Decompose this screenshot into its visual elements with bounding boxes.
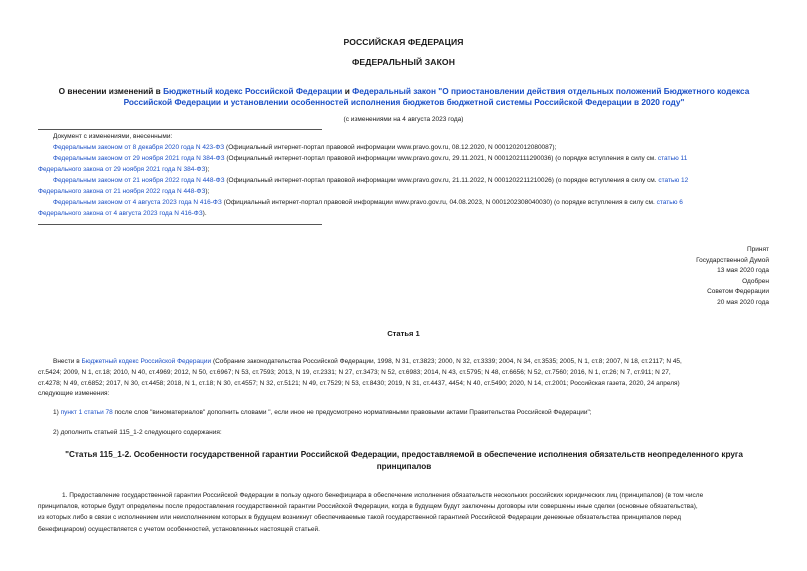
amendment-link[interactable]: Федеральным законом от 21 ноября 2022 года N 448-ФЗ <box>53 177 225 184</box>
title-prefix: О внесении изменений в <box>58 86 164 96</box>
adopted-by: Государственной Думой <box>696 256 769 264</box>
adopted-date: 13 мая 2020 года <box>717 267 769 274</box>
adopted-label: Принят <box>746 246 769 253</box>
approved-label: Одобрен <box>742 277 769 285</box>
amendment-law-link[interactable]: Федерального закона от 29 ноября 2021 года N 384-ФЗ <box>38 166 206 173</box>
paragraph-line: бенефициаром) осуществляется с учетом особенностей, установленных настоящей статьей. <box>38 525 320 533</box>
amendment-item <box>53 198 773 209</box>
article-115-1-2-title: "Статья 115_1-2. Особенности государственной гарантии Российской Федерации, предоставляемой в обеспечение исполнения обязательств неопределенного круга принципалов <box>65 450 743 471</box>
article-1-intro <box>38 357 771 400</box>
article-1-item-1 <box>53 408 592 419</box>
amendment-law-link[interactable]: Федерального закона от 21 ноября 2022 года N 448-ФЗ <box>38 188 206 195</box>
intro-prefix: Внести в <box>53 358 82 365</box>
adoption-block <box>569 245 769 308</box>
title-link-federal-law[interactable]: Федеральный закон "О приостановлении действия отдельных положений Бюджетного кодекса Российской Федерации и установлении особенностей исполнения бюджетов бюджетной системы Российской Федерации в 2020 году" <box>123 86 750 108</box>
amendments-heading: Документ с изменениями, внесенными: <box>53 133 173 140</box>
item-1-link[interactable]: пункт 1 статьи 78 <box>60 409 113 416</box>
intro-line: ст.5424; 2009, N 1, ст.18; 2010, N 40, ст.4969; 2012, N 50, ст.6967; N 53, ст.7593; 2013, N 19, ст.2331; N 27, ст.3473; N 52, ст.6983; 2014, N 43, ст.5795; N 48, ст.6656; N 52, ст.7560; 2016, N 1, ст.26; N 7, ст.911; N 27, <box>38 368 671 376</box>
paragraph-line: из которых либо в связи с исполнением или неисполнением которых в будущем возникнут обеспечиваемые такой государственной гарантией Российской Федерации денежные обязательства принципалов перед <box>38 514 682 522</box>
item-number: 1) <box>53 409 61 416</box>
amendment-law-link[interactable]: Федерального закона от 4 августа 2023 года N 416-ФЗ <box>38 210 203 217</box>
amendment-text: (Официальный интернет-портал правовой информации www.pravo.gov.ru, 04.08.2023, N 0001202308040030) (о порядке вступления в силу см. <box>221 199 657 206</box>
amendment-text: (Официальный интернет-портал правовой информации www.pravo.gov.ru, 08.12.2020, N 0001202012080087); <box>224 144 557 151</box>
title-mid: и <box>342 86 353 96</box>
amendment-tail: ); <box>205 166 210 173</box>
amendment-link[interactable]: Федеральным законом от 4 августа 2023 года N 416-ФЗ <box>53 199 222 206</box>
amendments-bottom-rule <box>38 224 322 225</box>
intro-line <box>38 357 771 368</box>
amendment-item-cont <box>38 187 209 198</box>
country-heading: РОССИЙСКАЯ ФЕДЕРАЦИЯ <box>343 37 464 47</box>
amendment-item <box>53 143 773 154</box>
amendment-item-cont <box>38 165 209 176</box>
paragraph-line: принципалов, которые будут определены после предоставления государственной гарантии Российской Федерации, когда в будущем будут заключены договоры или совершены иные сделки (основные обязательства), <box>38 503 698 511</box>
amendment-text: (Официальный интернет-портал правовой информации www.pravo.gov.ru, 21.11.2022, N 0001202211210026) (о порядке вступления в силу см. <box>224 177 659 184</box>
intro-link-budget-code[interactable]: Бюджетный кодекс Российской Федерации <box>81 358 212 365</box>
amendments-top-rule <box>38 129 322 130</box>
intro-line: ст.4278; N 49, ст.6852; 2017, N 30, ст.4458; 2018, N 1, ст.18; N 30, ст.4557; N 32, ст.5121; N 49, ст.7529; N 53, ст.8430; 2019, N 31, ст.4437, 4454; N 40, ст.5490; 2020, N 14, ст.2001; Российская газета, 2020, 24 апреля) <box>38 379 680 387</box>
edition-note: (с изменениями на 4 августа 2023 года) <box>343 116 464 123</box>
amendment-tail: ); <box>205 188 210 195</box>
amendment-link[interactable]: Федеральным законом от 29 ноября 2021 года N 384-ФЗ <box>53 155 225 162</box>
title-link-budget-code[interactable]: Бюджетный кодекс Российской Федерации <box>163 86 343 96</box>
article-115-1-2-paragraph-1 <box>38 490 771 535</box>
law-type-heading: ФЕДЕРАЛЬНЫЙ ЗАКОН <box>351 57 456 67</box>
approved-date: 20 мая 2020 года <box>717 298 769 306</box>
amendment-article-link[interactable]: статью 11 <box>657 155 688 162</box>
amendment-link[interactable]: Федеральным законом от 8 декабря 2020 года N 423-ФЗ <box>53 144 225 151</box>
amendment-text: (Официальный интернет-портал правовой информации www.pravo.gov.ru, 29.11.2021, N 0001202111290036) (о порядке вступления в силу см. <box>224 155 658 162</box>
item-1-text: после слов "виноматериалов" дополнить словами ", если иное не предусмотрено нормативными правовыми актами Правительства Российской Федерации"; <box>112 409 592 416</box>
amendment-item-cont <box>38 209 207 220</box>
amendment-article-link[interactable]: статью 12 <box>658 177 689 184</box>
article-1-title: Статья 1 <box>387 329 420 338</box>
amendment-item <box>53 176 773 187</box>
amendment-tail: ). <box>202 210 207 217</box>
article-1-item-2: 2) дополнить статьей 115_1-2 следующего содержания: <box>53 429 222 436</box>
intro-line: следующие изменения: <box>38 390 110 398</box>
amendment-item <box>53 154 773 165</box>
approved-by: Советом Федерации <box>707 288 769 295</box>
document-title <box>44 86 764 108</box>
amendment-article-link[interactable]: статью 6 <box>656 199 683 206</box>
paragraph-line: 1. Предоставление государственной гарантии Российской Федерации в пользу одного бенефициара в обеспечение исполнения обязательств нескольких российских юридических лиц (принципалов) (в том числе <box>62 492 704 499</box>
intro-text: (Собрание законодательства Российской Федерации, 1998, N 31, ст.3823; 2000, N 32, ст.3339; 2004, N 34, ст.3535; 2005, N 1, ст.8; 2007, N 18, ст.2117; N 45, <box>211 358 682 365</box>
